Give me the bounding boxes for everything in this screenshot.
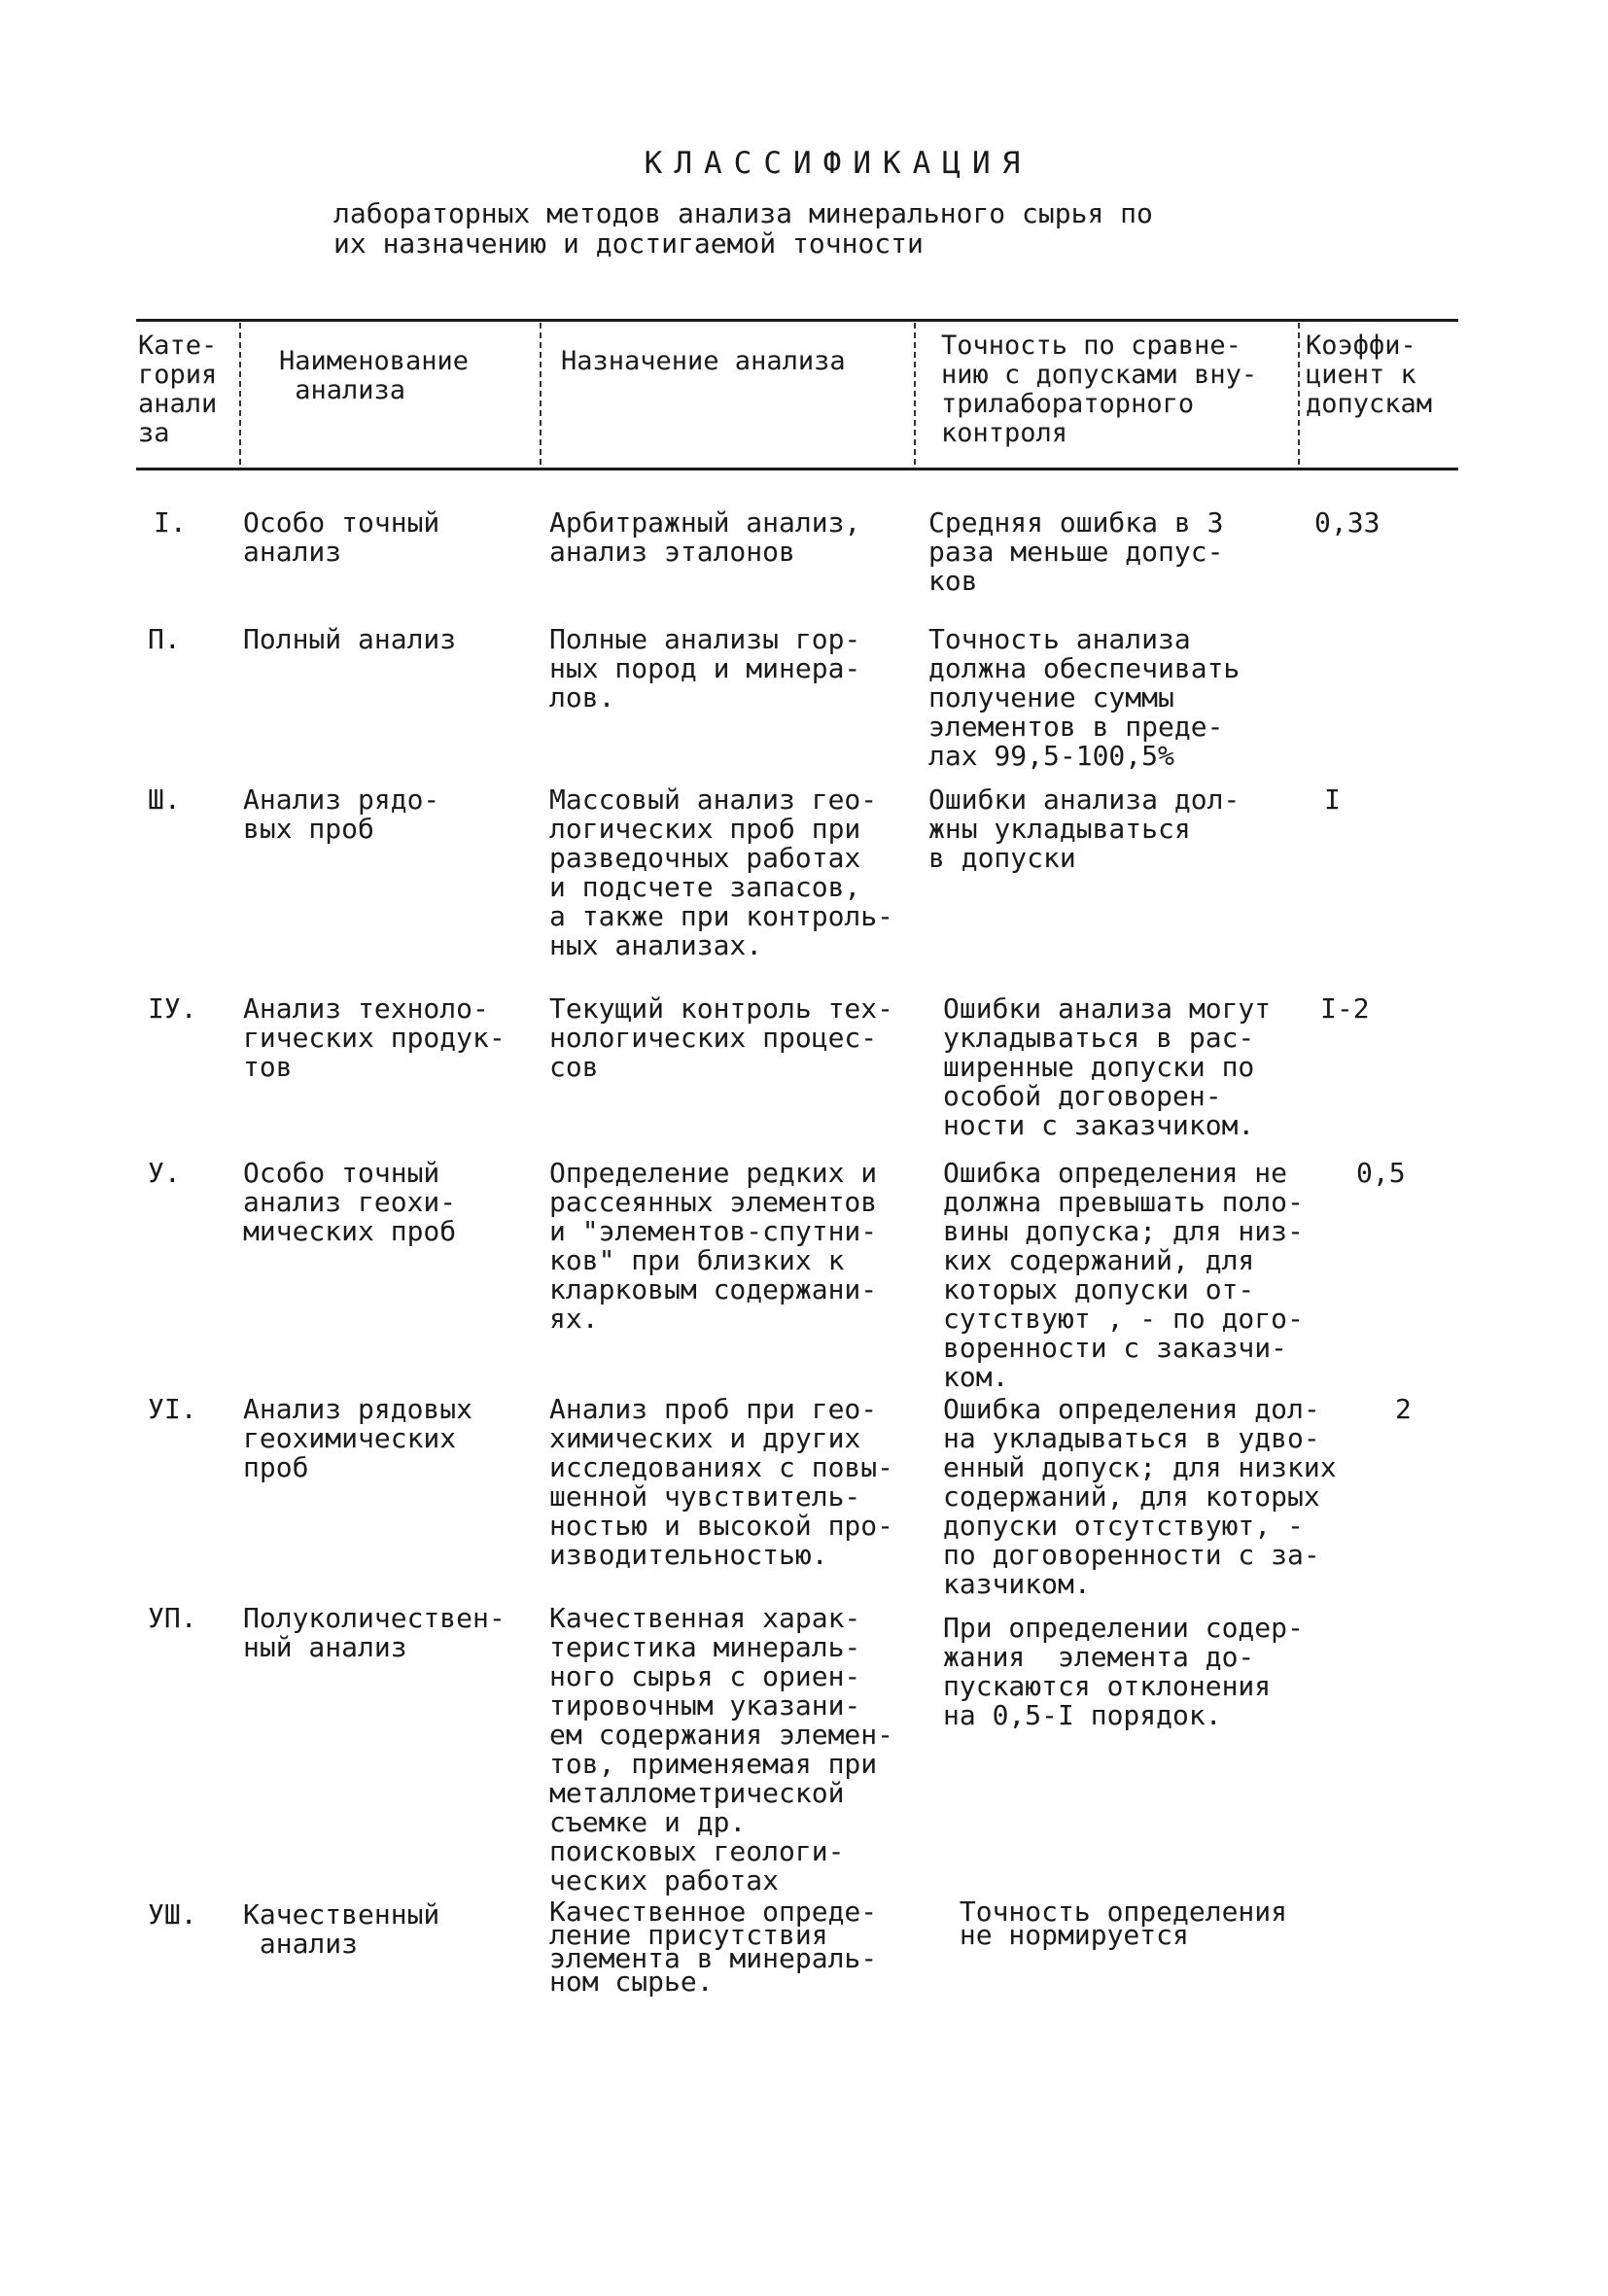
table-top-rule (136, 319, 1458, 322)
row-accuracy: Ошибка определения дол- на укладываться в удво- енный допуск; для низких содержаний, для которых допуски отсутствуют, - по договоренности с за- казчиком. (943, 1393, 1337, 1600)
column-divider (1298, 323, 1300, 465)
table-header-rule (136, 468, 1458, 470)
row-coefficient: I-2 (1320, 992, 1370, 1025)
row-purpose: Определение редких и рассеянных элементов и "элементов-спутни- ков" при близких к кларковым содержани- ях. (549, 1157, 878, 1335)
row-coefficient: 0,33 (1314, 506, 1381, 539)
row-name: Полный анализ (243, 623, 457, 655)
row-accuracy: Точность анализа должна обеспечивать получение суммы элементов в преде- лах 99,5-100,5% (928, 623, 1241, 772)
row-coefficient: I (1324, 783, 1341, 816)
header-name: Наименование анализа (279, 346, 470, 405)
row-accuracy: При определении содер- жания элемента до- пускаются отклонения на 0,5-I порядок. (943, 1612, 1304, 1731)
row-accuracy: Точность определения не нормируется (959, 1896, 1288, 1951)
row-name: Анализ рядо- вых проб (243, 783, 440, 845)
row-category: УШ. (148, 1898, 197, 1931)
row-purpose: Качественное опреде- ление присутствия элемента в минераль- ном сырье. (549, 1896, 878, 1998)
column-divider (239, 323, 241, 465)
row-category: УП. (148, 1602, 197, 1634)
row-coefficient: 0,5 (1356, 1157, 1406, 1189)
row-accuracy: Ошибки анализа дол- жны укладываться в допуски (928, 783, 1241, 874)
header-purpose: Назначение анализа (561, 346, 846, 376)
row-category: УI. (148, 1393, 197, 1425)
row-coefficient: 2 (1395, 1393, 1412, 1425)
document-title: КЛАССИФИКАЦИЯ (644, 146, 1032, 181)
column-divider (914, 323, 916, 465)
row-purpose: Арбитражный анализ, анализ эталонов (549, 506, 861, 568)
row-purpose: Анализ проб при гео- химических и других исследованиях с повы- шенной чувствитель- ностью и высокой про- изводительностью. (549, 1393, 894, 1571)
row-purpose: Полные анализы гор- ных пород и минера- лов. (549, 623, 861, 713)
document-subtitle: лабораторных методов анализа минерального сырья по их назначению и достигаемой точности (333, 197, 1153, 260)
row-name: Полуколичествен- ный анализ (243, 1602, 506, 1663)
row-accuracy: Средняя ошибка в 3 раза меньше допус- ков (928, 506, 1224, 597)
row-name: Особо точный анализ геохи- мических проб (243, 1157, 457, 1247)
row-name: Особо точный анализ (243, 506, 440, 568)
row-category: П. (148, 623, 181, 655)
column-divider (540, 323, 542, 465)
header-category: Кате- гория анали за (138, 330, 218, 448)
row-accuracy: Ошибка определения не должна превышать поло- вины допуска; для низ- ких содержаний, для которых допуски от- сутствуют , - по дого- воренности с заказчи- ком. (943, 1157, 1304, 1393)
header-coefficient: Коэффи- циент к допускам (1306, 330, 1433, 419)
row-accuracy: Ошибки анализа могут укладываться в рас- ширенные допуски по особой договорен- ности с заказчиком. (943, 992, 1272, 1141)
header-accuracy: Точность по сравне- нию с допусками вну- трилабораторного контроля (941, 330, 1258, 448)
row-name: Анализ рядовых геохимических проб (243, 1393, 473, 1483)
row-category: У. (148, 1157, 181, 1189)
row-name: Анализ техноло- гических продук- тов (243, 992, 506, 1083)
row-category: Ш. (148, 783, 181, 816)
row-purpose: Качественная харак- теристика минераль- ного сырья с ориен- тировочным указани- ем содержания элемен- тов, применяемая при металлометрической съемке и др. поисковых геологи- ческих работах (549, 1602, 894, 1896)
row-category: IУ. (148, 992, 197, 1025)
row-purpose: Массовый анализ гео- логических проб при разведочных работах и подсчете запасов, а также при контроль- ных анализах. (549, 783, 894, 961)
row-name: Качественный анализ (243, 1898, 440, 1960)
row-purpose: Текущий контроль тех- нологических процес- сов (549, 992, 894, 1083)
row-category: I. (154, 506, 187, 539)
